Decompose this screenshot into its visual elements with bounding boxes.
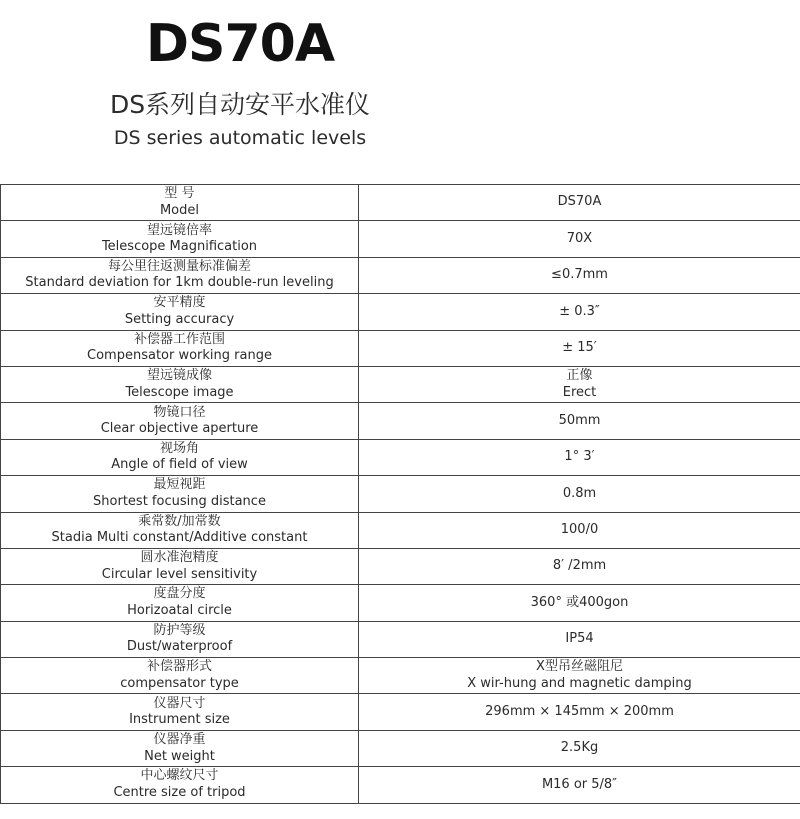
spec-row — [1, 185, 800, 221]
subtitle-english: DS series automatic levels — [113, 127, 367, 149]
spec-label-cn: 仪器尺寸 — [153, 695, 206, 711]
spec-value-cell — [359, 658, 800, 694]
spec-value-cell — [359, 221, 800, 257]
spec-label-en: compensator type — [120, 675, 239, 691]
spec-label-cn: 望远镜成像 — [146, 368, 212, 384]
spec-value-cell — [359, 548, 800, 584]
spec-label-en: Horizoatal circle — [127, 602, 232, 618]
spec-row — [1, 294, 800, 330]
spec-label-cell — [1, 658, 359, 694]
spec-label-en: Model — [159, 202, 200, 218]
spec-label-en: Circular level sensitivity — [101, 566, 258, 582]
spec-value-primary: ± 15′ — [562, 340, 597, 355]
spec-label-cn: 物镜口径 — [153, 404, 206, 420]
model-title: DS70A — [145, 14, 335, 74]
spec-label-cell — [1, 621, 359, 657]
spec-row — [1, 403, 800, 439]
spec-label-en: Dust/waterproof — [126, 639, 233, 655]
spec-label-cell — [1, 330, 359, 366]
spec-label-cn: 最短视距 — [153, 477, 206, 493]
spec-row — [1, 439, 800, 475]
spec-label-en: Net weight — [144, 748, 215, 764]
spec-label-cn: 度盘分度 — [153, 586, 206, 602]
spec-label-cn: 安平精度 — [153, 295, 206, 311]
spec-label-cell — [1, 512, 359, 548]
spec-row — [1, 512, 800, 548]
spec-value-primary: IP54 — [565, 631, 594, 647]
spec-row — [1, 694, 800, 730]
spec-label-cell — [1, 403, 359, 439]
spec-label-cell — [1, 730, 359, 766]
spec-row — [1, 548, 800, 584]
spec-label-cn: 仪器净重 — [153, 732, 206, 748]
spec-label-cell — [1, 366, 359, 402]
spec-label-en: Telescope image — [125, 384, 234, 400]
spec-row — [1, 585, 800, 621]
spec-value-cell — [359, 694, 800, 730]
spec-value-secondary: Erect — [562, 384, 597, 400]
spec-row — [1, 767, 800, 803]
spec-value-cell — [359, 730, 800, 766]
spec-value-primary: 2.5Kg — [560, 740, 599, 756]
spec-label-en: Telescope Magnification — [101, 239, 258, 255]
spec-row — [1, 730, 800, 766]
spec-label-cell — [1, 694, 359, 730]
spec-label-en: Angle of field of view — [111, 457, 248, 473]
spec-value-primary: 100/0 — [560, 521, 599, 537]
spec-label-cell — [1, 476, 359, 512]
spec-label-cn: 中心螺纹尺寸 — [140, 768, 219, 784]
spec-row — [1, 621, 800, 657]
spec-value-primary: 1° 3′ — [564, 449, 595, 465]
spec-value-secondary: X wir-hung and magnetic damping — [467, 675, 692, 691]
spec-label-en: Setting accuracy — [124, 311, 235, 327]
spec-row — [1, 366, 800, 402]
spec-value-primary: 50mm — [558, 412, 601, 428]
spec-value-primary: 70X — [566, 230, 593, 246]
spec-value-primary: 0.8m — [562, 485, 597, 501]
spec-label-cn: 型 号 — [164, 186, 195, 202]
spec-label-cell — [1, 294, 359, 330]
spec-value-primary: 正像 — [566, 368, 593, 384]
spec-label-cn: 补偿器工作范围 — [133, 331, 225, 347]
spec-value-cell — [359, 294, 800, 330]
spec-label-en: Stadia Multi constant/Additive constant — [51, 530, 308, 546]
spec-value-cell — [359, 585, 800, 621]
subtitle-chinese: DS系列自动安平水准仪 — [109, 90, 371, 119]
spec-label-en: Instrument size — [129, 712, 230, 728]
spec-value-primary: 360° 或400gon — [530, 594, 629, 610]
spec-row — [1, 221, 800, 257]
spec-label-en: Centre size of tripod — [113, 784, 246, 800]
spec-value-primary: X型吊丝磁阻尼 — [536, 659, 623, 675]
spec-label-cell — [1, 585, 359, 621]
spec-value-cell — [359, 476, 800, 512]
spec-label-en: Clear objective aperture — [100, 421, 259, 437]
spec-value-cell — [359, 621, 800, 657]
spec-label-en: Standard deviation for 1km double-run leveling — [25, 275, 334, 291]
spec-value-cell — [359, 439, 800, 475]
spec-label-cn: 防护等级 — [153, 622, 206, 638]
spec-label-cell — [1, 185, 359, 221]
spec-label-cell — [1, 439, 359, 475]
spec-value-cell — [359, 767, 800, 803]
spec-label-cell — [1, 221, 359, 257]
spec-label-en: Compensator working range — [87, 348, 272, 364]
spec-table-body — [1, 185, 800, 804]
spec-value-cell — [359, 403, 800, 439]
spec-row — [1, 476, 800, 512]
spec-label-cn: 圆水准泡精度 — [140, 550, 219, 566]
spec-label-en: Shortest focusing distance — [93, 493, 266, 509]
spec-label-cell — [1, 767, 359, 803]
spec-value-cell — [359, 257, 800, 293]
spec-value-cell — [359, 330, 800, 366]
spec-label-cn: 乘常数/加常数 — [138, 513, 221, 529]
spec-label-cn: 补偿器形式 — [146, 659, 212, 675]
spec-value-primary: 8′ /2mm — [552, 558, 607, 574]
spec-row — [1, 658, 800, 694]
spec-value-cell — [359, 366, 800, 402]
spec-row — [1, 330, 800, 366]
spec-label-cell — [1, 257, 359, 293]
spec-value-primary: ≤0.7mm — [551, 267, 608, 283]
spec-label-cn: 视场角 — [159, 440, 199, 456]
spec-value-primary: M16 or 5/8″ — [541, 776, 618, 792]
spec-label-cell — [1, 548, 359, 584]
spec-value-cell — [359, 512, 800, 548]
spec-label-cn: 望远镜倍率 — [146, 222, 212, 238]
spec-row — [1, 257, 800, 293]
spec-value-primary: ± 0.3″ — [559, 303, 600, 319]
spec-label-cn: 每公里往返测量标准偏差 — [107, 258, 251, 274]
spec-value-primary: DS70A — [557, 194, 602, 210]
spec-value-cell — [359, 185, 800, 221]
spec-table — [0, 184, 800, 804]
spec-value-primary: 296mm × 145mm × 200mm — [485, 703, 674, 719]
